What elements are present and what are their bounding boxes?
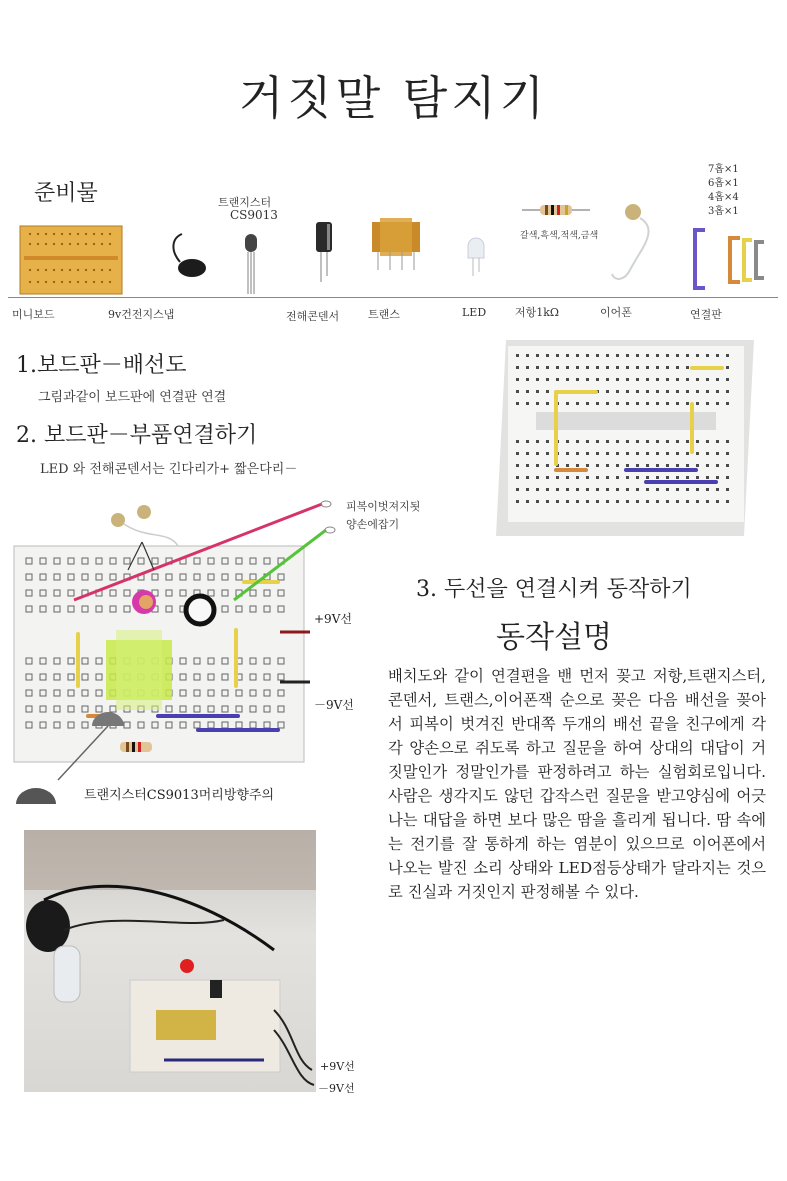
jumper-count-2: 4홉×4 bbox=[708, 192, 739, 203]
circuit-photo bbox=[24, 830, 316, 1092]
item-label-transformer: 트랜스 bbox=[368, 308, 400, 321]
transistor-caption: 트랜지스터 bbox=[218, 196, 272, 209]
transformer-image bbox=[372, 218, 420, 270]
item-label-earphone: 이어폰 bbox=[600, 306, 632, 319]
resistor-color-caption: 갈색,흑색,적색,금색 bbox=[520, 231, 599, 241]
transistor-model-caption: CS9013 bbox=[230, 208, 278, 222]
photo-minus-9v-label: －9V선 bbox=[318, 1082, 355, 1095]
item-label-led: LED bbox=[462, 306, 487, 319]
wire-note-1: 피복이벗져지됫 bbox=[346, 500, 421, 513]
capacitor-image bbox=[316, 222, 332, 282]
circuit-diagram bbox=[8, 490, 380, 820]
jumper-count-0: 7홉×1 bbox=[708, 164, 739, 175]
wire-note-2: 양손에잡기 bbox=[346, 518, 400, 531]
materials-divider bbox=[8, 297, 778, 298]
item-label-capacitor: 전해콘덴서 bbox=[286, 310, 340, 323]
transistor-image bbox=[245, 234, 257, 294]
minus-9v-label: －9V선 bbox=[314, 698, 354, 712]
section1-note: 그림과같이 보드판에 연결판 연결 bbox=[38, 390, 227, 405]
circuit-photo-illustration bbox=[24, 830, 316, 1092]
section3-heading: 3. 두선을 연결시켜 동작하기 bbox=[416, 577, 692, 602]
materials-heading: 준비물 bbox=[34, 181, 98, 206]
description-text: 배치도와 같이 연결편을 밴 먼저 꽂고 저항,트랜지스터,콘덴서, 트랜스,이어폰잭 순으로 꽂은 다음 배선을 꽂아서 피복이 벗겨진 반대쪽 두개의 배선 끝을 친구에게 각각 양손으로 쥐도록 하고 질문을 하여 상대의 대답이 거짓말인가 정말인가를 판정하려고 하는 실험회로입니다. 사람은 생각지도 않던 갑작스런 질문을 받고양심에 어긋나는 대답을 하면 보다 많은 땀을 흘리게 됩니다. 땀 속에는 전기를 잘 통하게 하는 염분이 있으므로 이어폰에서 나오는 발진 소리 상태와 LED점등상태가 달라지는 것으로 진실과 거짓인지 판정해볼 수 있다. bbox=[388, 667, 766, 901]
jumper-count-1: 6홉×1 bbox=[708, 178, 739, 189]
transistor-warning: 트랜지스터CS9013머리방향주의 bbox=[84, 788, 275, 803]
section1-heading: 1.보드판－배선도 bbox=[16, 353, 187, 378]
materials-illustrations bbox=[0, 190, 787, 300]
page-title: 거짓말 탐지기 bbox=[238, 71, 549, 125]
earphone-image bbox=[612, 204, 649, 279]
section2-heading: 2. 보드판－부품연결하기 bbox=[16, 423, 258, 448]
section2-note: LED 와 전해콘덴서는 긴다리가+ 짧은다리－ bbox=[40, 462, 298, 477]
jumper-wires-image bbox=[695, 230, 764, 288]
item-label-battery-snap: 9v건전지스냅 bbox=[108, 308, 175, 321]
led-image bbox=[468, 238, 484, 276]
battery-snap-image bbox=[173, 234, 206, 277]
description-heading: 동작설명 bbox=[496, 620, 612, 655]
jumper-count-3: 3홉×1 bbox=[708, 206, 739, 217]
item-label-resistor: 저항1kΩ bbox=[515, 306, 560, 319]
plus-9v-label: +9V선 bbox=[314, 612, 352, 626]
photo-plus-9v-label: +9V선 bbox=[320, 1060, 355, 1073]
mini-breadboard-image bbox=[20, 226, 122, 294]
resistor-image bbox=[522, 205, 590, 215]
breadboard-wiring-image bbox=[496, 340, 754, 536]
item-label-jumper: 연결판 bbox=[690, 308, 722, 321]
item-label-minibreadboard: 미니보드 bbox=[12, 308, 55, 321]
